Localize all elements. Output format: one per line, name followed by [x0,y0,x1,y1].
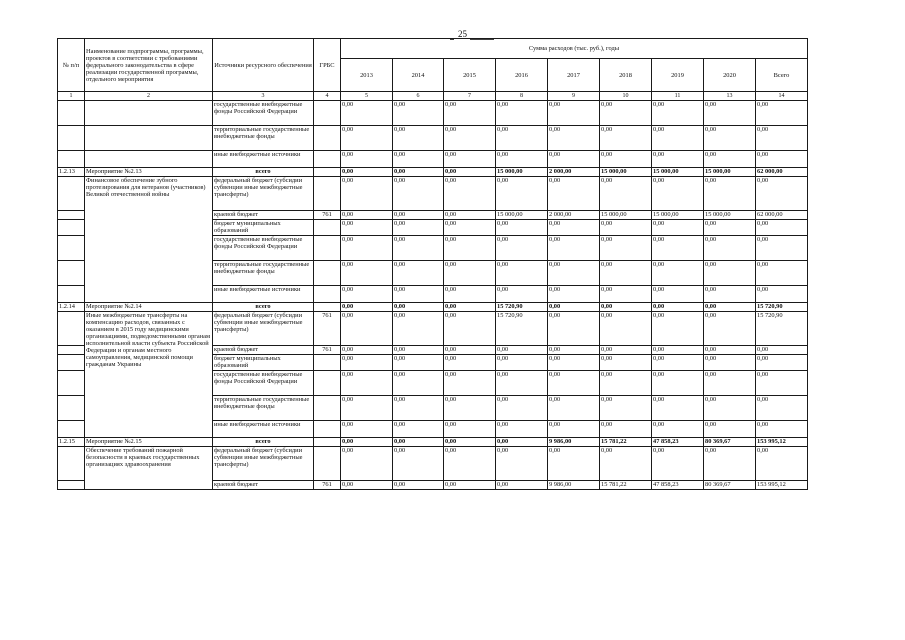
amount-cell: 0,00 [548,371,600,396]
funding-source: государственные внебюджетные фонды Российской Федерации [213,101,314,126]
amount-cell: 0,00 [444,236,496,261]
item-number [58,211,85,220]
grbs-code [314,220,341,236]
amount-cell: 0,00 [341,168,393,177]
amount-cell: 0,00 [652,355,704,371]
header-grbs: ГРБС [314,39,341,92]
amount-cell: 0,00 [444,396,496,421]
table-row [58,168,808,177]
amount-cell: 0,00 [756,286,808,303]
amount-cell: 0,00 [341,447,393,481]
amount-cell: 0,00 [341,303,393,312]
table-row [58,126,808,151]
item-name [85,126,213,151]
amount-cell: 0,00 [652,346,704,355]
grbs-code [314,438,341,447]
page-number: 25 [458,29,467,39]
item-number [58,396,85,421]
amount-cell: 0,00 [704,371,756,396]
amount-cell: 0,00 [393,286,444,303]
amount-cell: 0,00 [393,220,444,236]
amount-cell: 0,00 [496,355,548,371]
amount-cell: 0,00 [444,261,496,286]
amount-cell: 0,00 [600,355,652,371]
amount-cell: 0,00 [496,396,548,421]
amount-cell: 0,00 [704,346,756,355]
amount-cell: 0,00 [444,481,496,490]
amount-cell: 0,00 [548,177,600,211]
column-number: 8 [496,92,548,101]
funding-source: бюджет муниципальных образований [213,220,314,236]
amount-cell: 0,00 [393,355,444,371]
table-row [58,438,808,447]
amount-cell: 0,00 [600,371,652,396]
amount-cell: 0,00 [652,236,704,261]
amount-cell: 0,00 [444,355,496,371]
amount-cell: 0,00 [444,286,496,303]
grbs-code [314,371,341,396]
grbs-code [314,261,341,286]
amount-cell: 0,00 [341,355,393,371]
item-name: Иные межбюджетные трансферты на компенсацию расходов, связанных с оказанием в 2015 году медицинскими организациями, подведомственными органам исполнительной власти субъекта Российской Федерации и органам местного самоуправления, медицинской помощи гражданам Украины [85,312,213,438]
amount-cell: 15 000,00 [704,168,756,177]
amount-cell: 0,00 [756,101,808,126]
amount-cell: 15 000,00 [600,168,652,177]
funding-source: краевой бюджет [213,481,314,490]
table-row [58,101,808,126]
header-expenses: Сумма расходов (тыс. руб.), годы [341,39,808,59]
amount-cell: 0,00 [548,346,600,355]
funding-source: федеральный бюджет (субсидии субвенции иные межбюджетные трансферты) [213,177,314,211]
item-name: Финансовое обеспечение зубного протезирования для ветеранов (участников) Великой отечественной войны [85,177,213,303]
amount-cell: 0,00 [704,236,756,261]
grbs-code [314,126,341,151]
column-number: 3 [213,92,314,101]
amount-cell: 0,00 [444,346,496,355]
amount-cell: 15 720,90 [496,303,548,312]
item-number [58,312,85,346]
amount-cell: 0,00 [548,286,600,303]
grbs-code: 761 [314,481,341,490]
amount-cell: 0,00 [600,421,652,438]
amount-cell: 15 000,00 [652,168,704,177]
amount-cell: 0,00 [548,220,600,236]
header-year: 2020 [704,59,756,92]
amount-cell: 0,00 [548,236,600,261]
amount-cell: 0,00 [341,151,393,168]
amount-cell: 0,00 [756,447,808,481]
amount-cell: 0,00 [341,396,393,421]
amount-cell: 0,00 [444,371,496,396]
grbs-code: 761 [314,211,341,220]
amount-cell: 0,00 [341,438,393,447]
item-name [85,151,213,168]
amount-cell: 0,00 [496,177,548,211]
amount-cell: 15 781,22 [600,481,652,490]
amount-cell: 0,00 [496,447,548,481]
header-year: 2013 [341,59,393,92]
funding-source: территориальные государственные внебюджетные фонды [213,126,314,151]
amount-cell: 0,00 [600,303,652,312]
funding-source: краевой бюджет [213,346,314,355]
amount-cell: 80 369,67 [704,438,756,447]
amount-cell: 80 369,67 [704,481,756,490]
amount-cell: 47 858,23 [652,438,704,447]
item-number [58,126,85,151]
amount-cell: 0,00 [393,101,444,126]
item-number: 1.2.14 [58,303,85,312]
funding-source: бюджет муниципальных образований [213,355,314,371]
amount-cell: 0,00 [548,396,600,421]
header-year: Всего [756,59,808,92]
amount-cell: 15 720,90 [496,312,548,346]
item-number [58,481,85,490]
amount-cell: 0,00 [756,126,808,151]
amount-cell: 0,00 [444,101,496,126]
table-row [58,447,808,481]
amount-cell: 0,00 [652,312,704,346]
amount-cell: 0,00 [393,346,444,355]
grbs-code [314,303,341,312]
amount-cell: 0,00 [548,447,600,481]
amount-cell: 0,00 [704,261,756,286]
amount-cell: 0,00 [756,355,808,371]
header-year: 2018 [600,59,652,92]
column-number: 4 [314,92,341,101]
funding-source: государственные внебюджетные фонды Российской Федерации [213,236,314,261]
item-number [58,286,85,303]
amount-cell: 0,00 [600,286,652,303]
amount-cell: 0,00 [600,236,652,261]
amount-cell: 0,00 [393,303,444,312]
amount-cell: 0,00 [496,286,548,303]
amount-cell: 0,00 [548,355,600,371]
amount-cell: 0,00 [756,371,808,396]
table-row [58,303,808,312]
amount-cell: 0,00 [704,220,756,236]
amount-cell: 0,00 [600,312,652,346]
amount-cell: 0,00 [600,151,652,168]
amount-cell: 0,00 [704,355,756,371]
column-number: 11 [652,92,704,101]
amount-cell: 0,00 [704,177,756,211]
amount-cell: 0,00 [756,236,808,261]
amount-cell: 0,00 [548,151,600,168]
amount-cell: 0,00 [704,126,756,151]
amount-cell: 0,00 [704,151,756,168]
amount-cell: 15 781,22 [600,438,652,447]
amount-cell: 0,00 [341,286,393,303]
header-year: 2016 [496,59,548,92]
column-number: 1 [58,92,85,101]
amount-cell: 153 995,12 [756,481,808,490]
funding-source: иные внебюджетные источники [213,151,314,168]
amount-cell: 0,00 [341,261,393,286]
grbs-code [314,101,341,126]
item-number [58,101,85,126]
amount-cell: 62 000,00 [756,211,808,220]
item-number [58,421,85,438]
amount-cell: 0,00 [393,396,444,421]
amount-cell: 0,00 [652,177,704,211]
column-number: 6 [393,92,444,101]
amount-cell: 0,00 [548,421,600,438]
grbs-code [314,168,341,177]
amount-cell: 15 720,90 [756,303,808,312]
amount-cell: 0,00 [444,211,496,220]
amount-cell: 0,00 [444,438,496,447]
amount-cell: 0,00 [652,447,704,481]
item-name [85,101,213,126]
item-number [58,177,85,211]
amount-cell: 0,00 [444,312,496,346]
amount-cell: 0,00 [393,481,444,490]
amount-cell: 0,00 [341,126,393,151]
grbs-code: 761 [314,346,341,355]
amount-cell: 0,00 [496,371,548,396]
amount-cell: 62 000,00 [756,168,808,177]
amount-cell: 15 000,00 [704,211,756,220]
amount-cell: 0,00 [444,177,496,211]
column-number: 13 [704,92,756,101]
amount-cell: 0,00 [496,151,548,168]
grbs-code [314,355,341,371]
amount-cell: 0,00 [652,286,704,303]
amount-cell: 0,00 [341,211,393,220]
amount-cell: 0,00 [756,346,808,355]
amount-cell: 0,00 [652,151,704,168]
amount-cell: 0,00 [444,421,496,438]
amount-cell: 0,00 [600,447,652,481]
amount-cell: 0,00 [341,236,393,261]
grbs-code [314,236,341,261]
amount-cell: 2 000,00 [548,211,600,220]
amount-cell: 0,00 [756,421,808,438]
amount-cell: 15 720,90 [756,312,808,346]
column-number: 2 [85,92,213,101]
amount-cell: 0,00 [496,261,548,286]
amount-cell: 0,00 [393,236,444,261]
amount-cell: 0,00 [444,447,496,481]
amount-cell: 0,00 [393,438,444,447]
item-number [58,261,85,286]
amount-cell: 0,00 [756,177,808,211]
table-row [58,177,808,211]
amount-cell: 0,00 [600,101,652,126]
table-row [58,312,808,346]
amount-cell: 0,00 [704,447,756,481]
amount-cell: 0,00 [496,438,548,447]
item-name: Мероприятие №2.13 [85,168,213,177]
amount-cell: 0,00 [341,220,393,236]
amount-cell: 0,00 [341,312,393,346]
amount-cell: 0,00 [341,371,393,396]
amount-cell: 0,00 [704,396,756,421]
header-year: 2019 [652,59,704,92]
amount-cell: 0,00 [652,421,704,438]
amount-cell: 0,00 [652,126,704,151]
amount-cell: 0,00 [393,261,444,286]
amount-cell: 0,00 [341,101,393,126]
amount-cell: 0,00 [496,346,548,355]
funding-source: всего [213,303,314,312]
amount-cell: 0,00 [393,177,444,211]
funding-source: всего [213,438,314,447]
amount-cell: 0,00 [496,126,548,151]
amount-cell: 0,00 [652,371,704,396]
header-year: 2017 [548,59,600,92]
item-number: 1.2.15 [58,438,85,447]
grbs-code: 761 [314,312,341,346]
amount-cell: 9 986,00 [548,481,600,490]
amount-cell: 0,00 [444,220,496,236]
amount-cell: 0,00 [393,151,444,168]
amount-cell: 0,00 [393,421,444,438]
item-name: Мероприятие №2.14 [85,303,213,312]
amount-cell: 0,00 [756,261,808,286]
amount-cell: 0,00 [341,481,393,490]
amount-cell: 0,00 [393,126,444,151]
amount-cell: 0,00 [341,177,393,211]
grbs-code [314,151,341,168]
amount-cell: 153 995,12 [756,438,808,447]
amount-cell: 0,00 [600,396,652,421]
funding-source: всего [213,168,314,177]
amount-cell: 0,00 [444,168,496,177]
amount-cell: 47 858,23 [652,481,704,490]
budget-table [57,38,808,490]
amount-cell: 0,00 [600,177,652,211]
amount-cell: 0,00 [652,396,704,421]
header-year: 2014 [393,59,444,92]
column-number: 9 [548,92,600,101]
amount-cell: 0,00 [341,346,393,355]
amount-cell: 0,00 [496,236,548,261]
column-number: 10 [600,92,652,101]
amount-cell: 9 986,00 [548,438,600,447]
amount-cell: 0,00 [756,151,808,168]
amount-cell: 15 000,00 [600,211,652,220]
grbs-code [314,396,341,421]
grbs-code [314,421,341,438]
table-row [58,151,808,168]
amount-cell: 0,00 [652,220,704,236]
funding-source: федеральный бюджет (субсидии субвенции иные межбюджетные трансферты) [213,312,314,346]
item-name: Обеспечение требований пожарной безопасности в краевых государственных организациях здравоохранения [85,447,213,490]
funding-source: иные внебюджетные источники [213,286,314,303]
header-num: № п/п [58,39,85,92]
amount-cell: 0,00 [652,261,704,286]
column-number: 7 [444,92,496,101]
amount-cell: 0,00 [704,303,756,312]
amount-cell: 0,00 [600,346,652,355]
amount-cell: 2 000,00 [548,168,600,177]
amount-cell: 0,00 [548,126,600,151]
amount-cell: 0,00 [600,261,652,286]
amount-cell: 0,00 [496,421,548,438]
header-year: 2015 [444,59,496,92]
item-number [58,236,85,261]
amount-cell: 0,00 [548,261,600,286]
amount-cell: 15 000,00 [496,211,548,220]
item-number [58,346,85,355]
item-number [58,220,85,236]
amount-cell: 0,00 [652,303,704,312]
funding-source: федеральный бюджет (субсидии субвенции иные межбюджетные трансферты) [213,447,314,481]
amount-cell: 0,00 [444,126,496,151]
item-name: Мероприятие №2.15 [85,438,213,447]
item-number: 1.2.13 [58,168,85,177]
amount-cell: 0,00 [341,421,393,438]
item-number [58,447,85,481]
amount-cell: 0,00 [393,211,444,220]
amount-cell: 0,00 [548,101,600,126]
funding-source: территориальные государственные внебюджетные фонды [213,261,314,286]
funding-source: государственные внебюджетные фонды Российской Федерации [213,371,314,396]
amount-cell: 0,00 [393,447,444,481]
funding-source: краевой бюджет [213,211,314,220]
amount-cell: 0,00 [756,396,808,421]
amount-cell: 0,00 [496,101,548,126]
item-number [58,355,85,371]
amount-cell: 0,00 [704,286,756,303]
grbs-code [314,177,341,211]
amount-cell: 0,00 [393,312,444,346]
amount-cell: 15 000,00 [652,211,704,220]
funding-source: иные внебюджетные источники [213,421,314,438]
amount-cell: 0,00 [444,151,496,168]
column-number: 5 [341,92,393,101]
amount-cell: 0,00 [548,312,600,346]
grbs-code [314,286,341,303]
amount-cell: 0,00 [704,312,756,346]
header-source: Источники ресурсного обеспечения [213,39,314,92]
item-number [58,371,85,396]
amount-cell: 0,00 [393,371,444,396]
amount-cell: 0,00 [393,168,444,177]
amount-cell: 0,00 [600,220,652,236]
amount-cell: 0,00 [704,421,756,438]
amount-cell: 0,00 [496,220,548,236]
column-number: 14 [756,92,808,101]
funding-source: территориальные государственные внебюджетные фонды [213,396,314,421]
amount-cell: 0,00 [704,101,756,126]
amount-cell: 0,00 [756,220,808,236]
amount-cell: 0,00 [652,101,704,126]
amount-cell: 0,00 [496,481,548,490]
amount-cell: 15 000,00 [496,168,548,177]
grbs-code [314,447,341,481]
item-number [58,151,85,168]
amount-cell: 0,00 [444,303,496,312]
amount-cell: 0,00 [548,303,600,312]
amount-cell: 0,00 [600,126,652,151]
header-name: Наименование подпрограммы, программы, проектов в соответствии с требованиями федерального законодательства в сфере реализации государственной программы, отдельного мероприятия [85,39,213,92]
